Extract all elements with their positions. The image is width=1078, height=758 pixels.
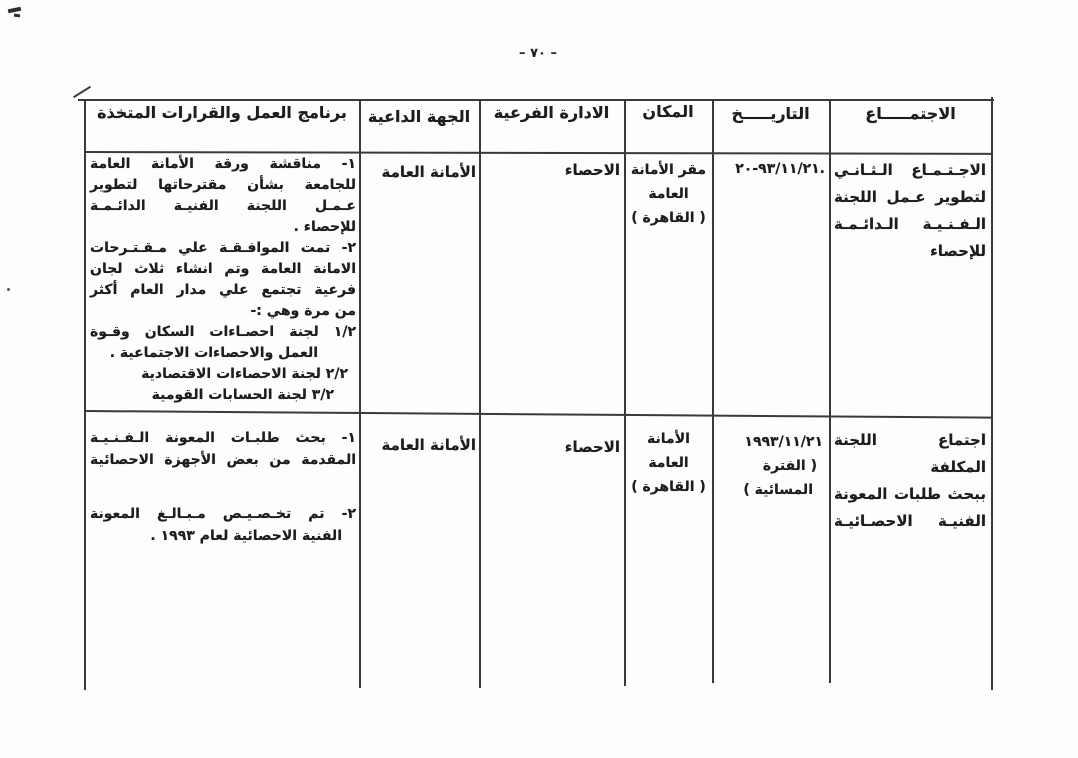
cell-row1-meeting — [834, 157, 986, 265]
program-line: ١- مناقشة ورقة الأمانة العامة — [90, 156, 356, 172]
program-line: من مرة وهي :- — [250, 303, 356, 319]
place-line: العامة — [648, 186, 689, 202]
cell-row2-place — [627, 427, 710, 499]
place-line: ( القاهرة ) — [631, 210, 706, 226]
cell-row1-place — [627, 158, 710, 230]
program-line: ٢/٢ لجنة الاحصاءات الاقتصادية — [141, 366, 348, 382]
date-line: ( الفترة — [762, 458, 817, 474]
date-line: ١٩٩٣/١١/٢١ — [744, 434, 823, 450]
meeting-title-line: الاجـتـمـاع الـثـانـي — [834, 161, 986, 179]
cell-row1-inviting-body: الأمانة العامة — [381, 163, 476, 181]
table-corner-mark — [73, 86, 91, 98]
column-header-inviting-body: الجهة الداعية — [367, 107, 471, 126]
program-line: ٣/٢ لجنة الحسابات القومية — [151, 387, 334, 403]
program-line: ٢- تم تخـصـيـص مـبـالـغ المعونة — [90, 506, 356, 522]
program-line: العمل والاحصاءات الاجتماعية . — [109, 345, 318, 361]
program-subcommittee-item — [90, 364, 356, 385]
program-line: للإحصاء . — [293, 219, 356, 235]
cell-row2-meeting — [834, 427, 986, 535]
column-header-work-program: برنامج العمل والقرارات المتخذة — [97, 103, 347, 122]
program-line: الفنية الاحصائية لعام ١٩٩٣ . — [150, 528, 342, 544]
column-header-place: المكان — [642, 102, 694, 121]
table-border-right — [991, 97, 993, 690]
column-header-date: التاريـــــخ — [731, 104, 810, 123]
program-item — [90, 503, 356, 547]
program-subcommittee-item — [90, 385, 356, 406]
column-divider-date — [829, 100, 831, 683]
date-value: ٩٣/١١/٢١-٢٠. — [735, 161, 825, 177]
cell-row1-work-program — [90, 154, 356, 406]
row-divider — [85, 410, 993, 419]
column-header-sub-administration: الادارة الفرعية — [493, 103, 610, 122]
table-border-left — [84, 99, 86, 690]
cell-row2-date — [716, 430, 825, 502]
program-line: عـمـل اللجنة الفنيـة الدائـمـة — [90, 198, 356, 214]
cell-row1-date — [716, 161, 829, 177]
program-item — [90, 427, 356, 471]
scan-artifact — [14, 14, 20, 18]
meeting-title-line: اجتماع اللجنة المكلفة — [834, 431, 986, 476]
program-line: المقدمة من بعض الأجهزة الاحصائية — [90, 452, 356, 468]
program-item — [90, 154, 356, 238]
column-divider-place — [712, 100, 714, 683]
page-number: – ٧٠ – — [519, 46, 557, 61]
column-divider-program — [359, 100, 361, 688]
program-item — [90, 238, 356, 322]
column-header-meeting: الاجتمـــــاع — [865, 104, 956, 123]
column-divider-inviting — [479, 100, 481, 688]
meeting-title-line: ببحث طلبات المعونة — [834, 485, 986, 503]
cell-row2-inviting-body: الأمانة العامة — [381, 436, 476, 454]
program-line: للجامعة بشأن مقترحاتها لتطوير — [90, 177, 356, 193]
meeting-title-line: الـفـنـيـة الـدائـمـة — [834, 215, 986, 233]
program-line: فرعية تجتمع علي مدار العام أكثر — [90, 282, 356, 298]
table-border-top — [78, 99, 994, 101]
place-line: مقر الأمانة — [630, 162, 707, 178]
program-line: ٢- تمت الموافـقـة علي مـقـتـرحات — [90, 240, 356, 256]
cell-row1-sub-administration: الاحصاء — [564, 161, 620, 179]
date-line: المسائية ) — [743, 482, 813, 498]
cell-row2-sub-administration: الاحصاء — [564, 438, 620, 456]
program-subcommittee-item — [90, 322, 356, 364]
meeting-title-line: الفنيـة الاحصـائيـة — [834, 512, 986, 530]
meeting-title-line: لتطوير عـمل اللجنة — [834, 188, 986, 206]
program-line: الامانة العامة وتم انشاء ثلاث لجان — [90, 261, 356, 277]
meeting-title-line: للإحصاء — [930, 242, 986, 260]
scan-artifact — [7, 288, 10, 291]
program-line: ١/٢ لجنة احصـاءات السكان وقـوة — [90, 324, 356, 340]
program-line: ١- بحث طلبـات المعونة الـفـنـيـة — [90, 430, 356, 446]
scan-artifact — [8, 7, 22, 14]
place-line: الأمانة العامة — [647, 431, 690, 471]
place-line: ( القاهرة ) — [631, 479, 706, 495]
column-divider-subadmin — [624, 100, 626, 686]
cell-row2-work-program — [90, 427, 356, 547]
